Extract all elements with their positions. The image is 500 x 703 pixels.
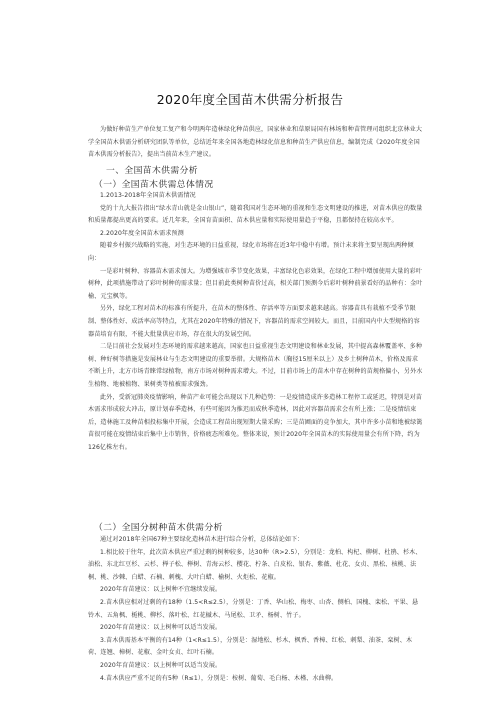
advice-balanced: 2020年育苗建议：以上树种可以适当发展。 (100, 661, 222, 669)
subheading-2013-2018: 1.2013-2018年全国苗木供需情况 (100, 192, 196, 199)
intro-text: 为做好种苗生产单位复工复产和今明两年造林绿化种苗供应，国家林业和草原局国有林场和种苗管理司组织北京林业大学全国苗木供需分析研究团队等单位，总结近年来全国各地造林绿化信息和种苗生产供应信息，编制完成《2020年度全国苗木供需分析报告》，提出当前苗木生产建议。 (88, 126, 423, 159)
paragraph-balanced: 3.苗木供需基本平衡的有14种（1<R≤1.5），分别是：湿地松、杉木、枫香、香樟、红松、刺梨、油茶、栾树、木荷、连翘、樟树、花椒、金叶女贞、红叶石楠。 (88, 636, 413, 657)
paragraph-container-seedlings: 另外，绿化工程对苗木的标准有所提升，在苗木的整体性、存活率等方面要求越来越高。容器苗具有栽植不受季节限制、整体性好、成活率高等特点，尤其在2020年特殊的情况下，容器苗的需求空间较大。而且，目前国内中大型规格的容器苗培育有限，不能大批量供应市场，存在很大的发展空间。 (88, 305, 420, 338)
paragraph-undersupply: 4.苗木供应严重不足的有5种（R≤1），分别是：桉树、葡萄、毛白杨、木槿、水曲柳。 (100, 674, 338, 682)
advice-oversupply-severe: 2020年育苗建议：以上树种不宜继续发展。 (100, 586, 222, 594)
paragraph-2020-forecast: 随着乡村振兴战略的实施，对生态环境的日益重视，绿化市场将在近3年中稳中有增。预计未来将主要呈现出两种倾向： (88, 242, 414, 262)
document-title: 2020年度全国苗木供需分析报告 (156, 92, 344, 107)
paragraph-species-intro: 通过对2018年全国67种主要绿化造林苗木进行综合分析，总体结论如下： (100, 536, 304, 543)
paragraph-oversupply-relative: 2.苗木供应相对过剩的有18种（1.5<R≤2.5），分别是：丁香、华山松、梅枣、山杏、侧柏、国槐、栾松、平果、悬铃木、五角枫、栀桃、柳杉、落叶松、红花槭木、马尾松、卫矛、杨树、竹子。 (88, 598, 419, 619)
subheading-2020-forecast: 2.2020年度全国苗木需求预测 (100, 229, 184, 237)
paragraph-covid-impact: 此外，受新冠肺炎疫情影响，种苗产业可能会出现以下几种趋势：一是疫情造成许多造林工程停工或延迟，特别是对苗木需求形成较大冲击，原计划春季造林，有些可能因为推迟而成秋季造林，因此对容器苗需求会有所上涨；二是疫情结束后，造林施工及种苗相投标集中开展，会造成工程苗出现短期大量采购；三是苗圃面的竞争加大，其中许多小苗和地被绿篱苗很可能在疫情结束后集中上市销售，价格疲态所难免。整体来说，预计2020年全国苗木的实际使用量会有所下降，约为126亿株左右。 (88, 393, 423, 451)
section-heading-supply-demand: 一、全国苗木供需分析 (106, 166, 198, 176)
paragraph-oversupply-severe: 1.相比较于往年，此次苗木供应严重过剩的树种较多，达30种（R>2.5），分别是：龙柏、构杞、柳树、杜鹃、杉木、油松、东北红豆杉、云杉、榉子松、榉树、青海云杉、樱花、柠条、白皮松、银杏、紫薇、杜花、女贞、黑松、核桃、法桐、桃、沙棘、白蜡、石楠、刺槐、大叶白蜡、榆树、火炬松、花椒。 (88, 548, 422, 581)
overall-section-body (88, 190, 424, 454)
intro-paragraph (88, 124, 424, 162)
subsection-heading-by-species: （二）全国分树种苗木供需分析 (94, 523, 223, 533)
species-section-body (88, 534, 424, 685)
paragraph-trend-two: 二是目前社会发展对生态环境的需求越来越高，国家也日益重视生态文明建设和林业发展，其中提高森林覆盖率、多种树、种好树等措施是发展林业与生态文明建设的重要举措。大规格苗木（胸径15厘米以上）及乡土树种苗木，价格及需求不断上升，北方市场青睐常绿植物，南方市场对树种需求增大。不过，目前市场上的苗木中存在树种的苗规格偏小，另外水生植物、地被植物、果树类等植被需求强劲。 (88, 343, 423, 388)
paragraph-trend-one: 一是彩叶树种、容器苗木需求加大。为增强城市季节变化效果，丰富绿化色彩效果，在绿化工程中增加使用大量的彩叶树种，此项措施带动了彩叶树种的需求量；但目前此类树种苗价过高，相关部门预测今后彩叶树种前景看好的品种有：金叶榆、元宝枫等。 (88, 267, 423, 300)
paragraph-2013-2018: 党的十九大报告指出“绿水青山就是金山银山”，随着我国对生态环境的重视和生态文明建设的推进，对苗木供应的数量和质量都提出更高的要求。近几年来，全国育苗面积、苗木供应量和实际使用量趋于平稳，且都保持在较高水平。 (88, 204, 423, 225)
advice-oversupply-relative: 2020年育苗建议：以上树种可以适当发展。 (100, 624, 222, 632)
subsection-heading-overall: （一）全国苗木供需总体情况 (94, 180, 214, 190)
